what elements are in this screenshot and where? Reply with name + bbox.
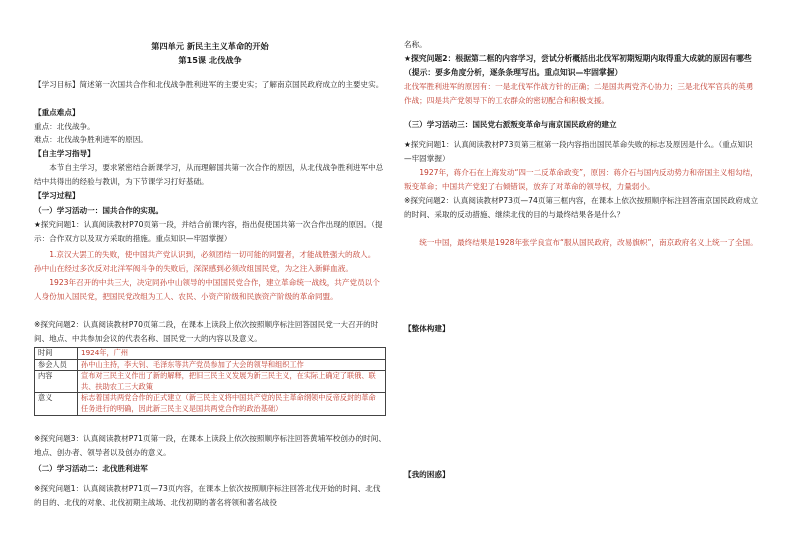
question-5-answer: 北伐军胜利进军的原因有：一是北伐军作战方针的正确；二是国共两党齐心协力；三是北伐军官兵的英勇作战；四是共产党领导下的工农群众的密切配合和积极支援。 — [404, 82, 754, 105]
table-key: 意义 — [35, 393, 78, 415]
question-1-answer-line-2: 孙中山在经过多次反对北洋军阀斗争的失败后，深深感到必须改组国民党，为之注入新鲜血液。 — [34, 264, 353, 273]
table-row — [35, 359, 386, 371]
table-key: 时间 — [35, 348, 78, 360]
key-point: 重点：北伐战争。 — [34, 122, 95, 131]
learning-goal: 【学习目标】简述第一次国共合作和北伐战争胜利进军的主要史实；了解南京国民政府成立的主要史实。 — [34, 80, 384, 89]
my-confusion-header: 【我的困惑】 — [404, 470, 450, 479]
lesson-title: 第15课 北伐战争 — [178, 55, 242, 65]
table-value: 孙中山主持，李大钊、毛泽东等共产党员参加了大会的领导和组织工作 — [78, 359, 386, 371]
learning-process-header: 【学习过程】 — [34, 191, 80, 200]
question-1-answer-line-1: 1.京汉大罢工的失败，使中国共产党认识到，必须团结一切可能的同盟者，才能战胜强大的敌人。 — [49, 250, 376, 259]
difficult-point: 难点：北伐战争胜利进军的原因。 — [34, 135, 148, 144]
table-key: 参会人员 — [35, 359, 78, 371]
question-6-prompt: ★探究问题1：认真阅读教材P73页第三框第一段内容指出国民革命失败的标志及原因是什么。（重点知识—牢固掌握） — [404, 140, 753, 163]
question-7-prompt: ※探究问题2：认真阅读教材P73页—74页第三框内容，在课本上依次按照顺序标注回答南京国民政府成立的时间、采取的反动措施、继续北伐的目的与最终结果各是什么？ — [404, 196, 759, 219]
table-value: 宣布对三民主义作出了新的解释，把旧三民主义发展为新三民主义，在实际上确定了联俄、联共、扶助农工三大政策 — [78, 371, 386, 393]
table-value: 1924年，广州 — [78, 348, 386, 360]
table-row — [35, 393, 386, 415]
table-row — [35, 371, 386, 393]
question-4-prompt: ※探究问题1：认真阅读教材P71页—73页内容，在课本上依次按照顺序标注回答北伐开始的时间、北伐的目的、北伐的对象、北伐初期主战场、北伐初期的著名将领和著名战役 — [34, 484, 381, 507]
table-value: 标志着国共两党合作的正式建立（新三民主义将中国共产党的民主革命纲领中反帝反封的革命任务进行的明确，因此新三民主义是国共两党合作的政治基础） — [78, 393, 386, 415]
congress-info-table — [34, 347, 386, 416]
question-7-answer: 统一中国，最终结果是1928年张学良宣布“服从国民政府，改易旗帜”，南京政府名义上统一了全国。 — [419, 238, 758, 247]
question-2-prompt: ※探究问题2：认真阅读教材P70页第二段，在课本上读段上依次按照顺序标注回答国民党一大召开的时间、地点、中共参加会议的代表名称、国民党一大的内容以及意义。 — [34, 320, 379, 343]
key-difficulty-header: 【重点难点】 — [34, 108, 80, 117]
activity-1-title: （一）学习活动一：国共合作的实现。 — [34, 206, 164, 215]
overall-structure-header: 【整体构建】 — [404, 324, 450, 333]
question-1-answer-line-3: 1923年召开的中共三大，决定同孙中山领导的中国国民党合作，建立革命统一战线，共产党员以个人身份加入国民党，把国民党改组为工人、农民、小资产阶级和民族资产阶级的革命同盟。 — [34, 278, 380, 301]
self-study-header: 【自主学习指导】 — [34, 149, 95, 158]
unit-title: 第四单元 新民主主义革命的开始 — [151, 41, 269, 51]
question-3-prompt: ※探究问题3：认真阅读教材P71页第一段，在课本上读段上依次按照顺序标注回答黄埔军校创办的时间、地点、创办者、领导者以及创办的意义。 — [34, 434, 386, 457]
activity-3-title: （三）学习活动三：国民党右派叛变革命与南京国民政府的建立 — [404, 120, 617, 129]
question-5-prompt: ★探究问题2：根据第二框的内容学习，尝试分析概括出北伐军初期短期内取得重大成就的原因有哪些（提示：要多角度分析，逐条条理写出。重点知识—牢固掌握） — [404, 54, 752, 77]
question-6-answer: 1927年，蒋介石在上海发动“四一二反革命政变”，原因：蒋介石与国内反动势力和帝国主义相勾结，叛变革命；中国共产党犯了右倾错误，放弃了对革命的领导权，力量弱小。 — [404, 168, 758, 191]
question-1-prompt: ★探究问题1：认真阅读教材P70页第一段，并结合前课内容，指出促使国共第一次合作出现的原因。（提示：合作双方以及双方采取的措施。重点知识—牢固掌握） — [34, 220, 383, 243]
table-key: 内容 — [35, 371, 78, 393]
continued-text: 名称。 — [404, 40, 427, 49]
activity-2-title: （二）学习活动二：北伐胜利进军 — [34, 464, 148, 473]
table-row — [35, 348, 386, 360]
self-study-text: 本节自主学习，要求紧密结合新课学习，从而理解国共第一次合作的原因，从北伐战争胜利进军中总结中共得出的经验与教训，为下节课学习打好基础。 — [34, 163, 384, 186]
